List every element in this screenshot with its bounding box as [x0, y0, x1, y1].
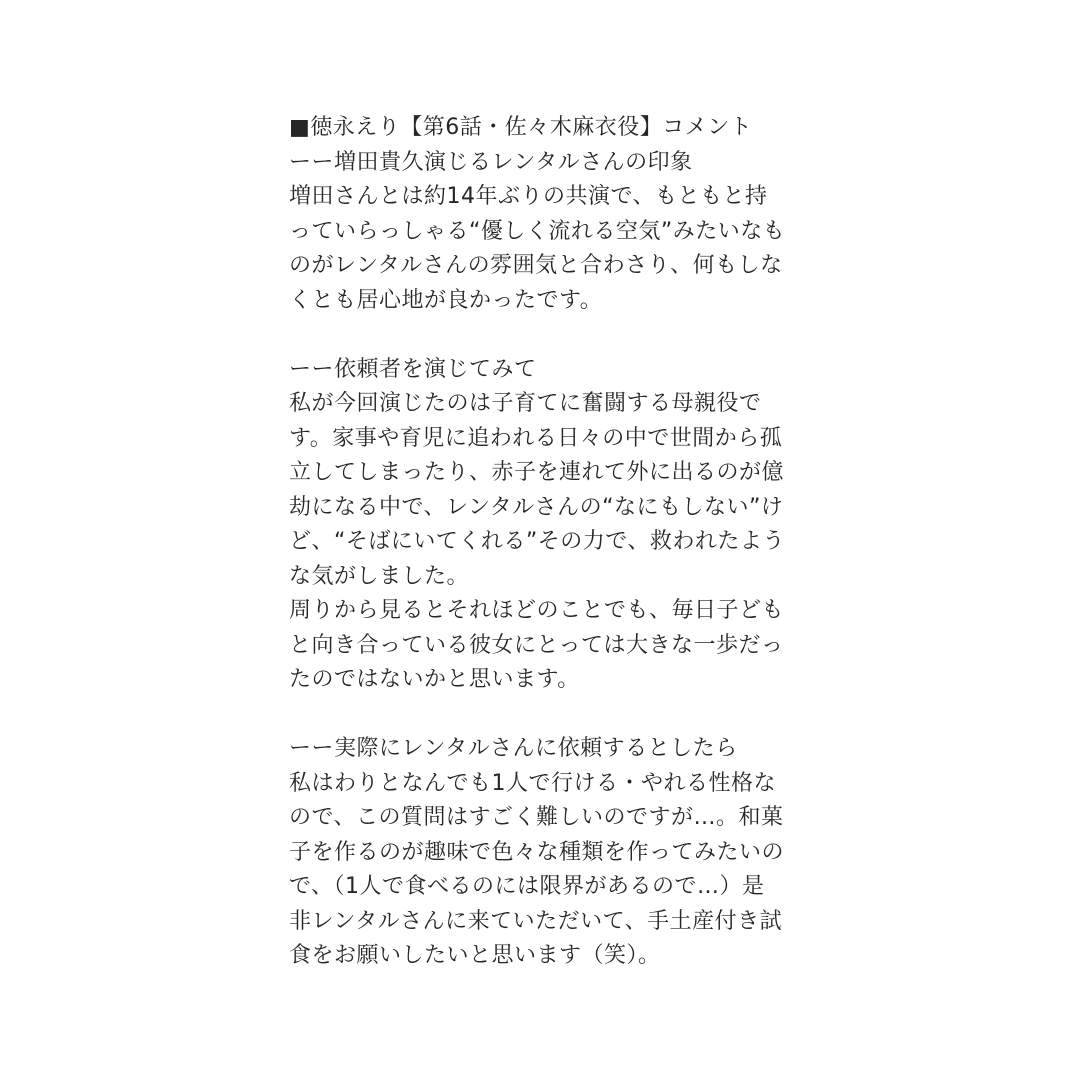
- text-line: で、（1人で食べるのには限界があるので…）是: [289, 874, 765, 899]
- text-line: 劫になる中で、レンタルさんの“なにもしない”け: [289, 494, 784, 520]
- comment-heading: ■徳永えり【第6話・佐々木麻衣役】コメント: [289, 115, 753, 140]
- text-line: す。家事や育児に追われる日々の中で世間から孤: [289, 425, 783, 451]
- text-line: な気がしました。: [289, 563, 470, 589]
- question-heading-request: ーー実際にレンタルさんに依頼するとしたら: [289, 736, 738, 761]
- text-line: っていらっしゃる“優しく流れる空気”みたいなも: [289, 218, 786, 244]
- question-heading-impression: ーー増田貴久演じるレンタルさんの印象: [289, 149, 693, 175]
- text-line: 非レンタルさんに来ていただいて、手土産付き試: [289, 908, 783, 934]
- text-line: 私はわりとなんでも1人で行ける・やれる性格な: [289, 770, 776, 796]
- text-line: 食をお願いしたいと思います（笑）。: [289, 943, 661, 968]
- text-line: 周りから見るとそれほどのことでも、毎日子ども: [289, 598, 785, 623]
- paragraph-gap: [289, 698, 809, 733]
- text-line: たのではないかと思います。: [289, 667, 580, 692]
- question-heading-acting: ーー依頼者を演じてみて: [289, 356, 537, 382]
- text-line: 子を作るのが趣味で色々な種類を作ってみたいの: [289, 839, 785, 865]
- text-line: ので、この質問はすごく難しいのですが…。和菓: [289, 805, 784, 830]
- text-line: のがレンタルさんの雰囲気と合わさり、何もしな: [289, 253, 783, 278]
- text-line: 立してしまったり、赤子を連れて外に出るのが億: [289, 460, 785, 485]
- text-line: 増田さんとは約14年ぶりの共演で、もともと持: [289, 184, 768, 209]
- text-line: 私が今回演じたのは子育てに奮闘する母親役で: [289, 391, 762, 416]
- comment-text-block: [289, 111, 809, 974]
- text-line: と向き合っている彼女にとっては大きな一歩だっ: [289, 632, 784, 658]
- text-line: ど、“そばにいてくれる”その力で、救われたよう: [289, 529, 785, 554]
- text-line: くとも居心地が良かったです。: [289, 287, 603, 313]
- paragraph-gap: [289, 318, 809, 353]
